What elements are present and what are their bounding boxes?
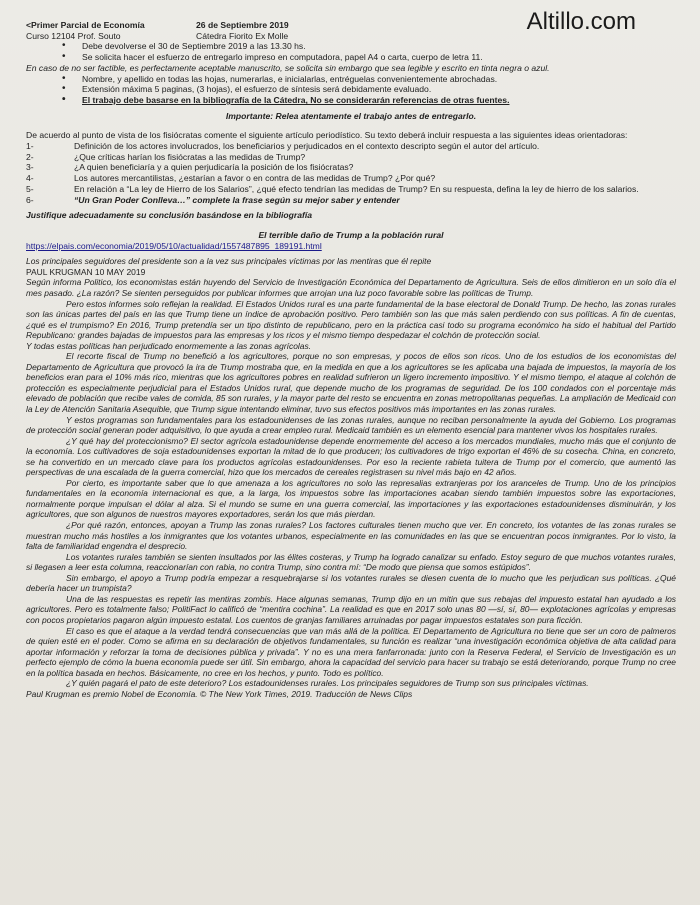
article-paragraph: Por cierto, es importante saber que lo que amenaza a los agricultores no solo las represalias extranjeras por los aranceles de Trump. Uno de los principios fundamentales en la economía internacional es que, a la larga, los impuestos sobre las importaciones acaban siendo también impuestos sobre las exportaciones, normalmente porque impulsan el dólar al alza. Si el mundo se sume en una guerra comercial, las importaciones y las exportaciones estadounidenses disminuirán, y los agricultores, que son algunos de nuestros mayores exportadores, serán los que más pierdan. xyxy=(26,477,676,520)
question-number: 5- xyxy=(26,183,34,194)
question-number: 4- xyxy=(26,173,34,184)
article-title: El terrible daño de Trump a la población rural xyxy=(258,229,444,240)
instructions-list xyxy=(26,41,676,105)
question-text: Los autores mercantilistas, ¿estarían a favor o en contra de las medidas de Trump? ¿Por qué? xyxy=(74,173,436,184)
watermark: Altillo.com xyxy=(526,8,636,35)
question-number: 2- xyxy=(26,151,34,162)
instruction-item: • Extensión máxima 5 paginas, (3 hojas), el esfuerzo de síntesis será debidamente evaluado. xyxy=(26,84,676,95)
course-info: Curso 12104 Prof. Souto xyxy=(26,30,121,41)
instruction-item: • Nombre, y apellido en todas las hojas, numerarlas, e inicialarlas, entréguelas convenientemente abrochadas. xyxy=(26,74,676,85)
article-paragraph: ¿Por qué razón, entonces, apoyan a Trump las zonas rurales? Los factores culturales tienen mucho que ver. En concreto, los votantes de las zonas rurales se muestran mucho más hostiles a los inmigrantes que los votantes urbanos, especialmente en las comunidades en las que se encuentran pocos inmigrantes. Por lo visto, la falta de familiaridad engendra el desprecio. xyxy=(26,520,676,552)
instruction-item: • El trabajo debe basarse en la bibliografía de la Cátedra, No se considerarán referencias de otras fuentes. xyxy=(26,95,676,106)
article-paragraph: Pero estos informes solo reflejan la realidad. El Estados Unidos rural es una parte fundamental de la base electoral de Donald Trump. De hecho, las zonas rurales son las únicas partes del país en las que Trump tiene un índice de aprobación positivo. Pero también son las que más salen perdiendo con sus políticas. A fin de cuentas, ¿qué es el trumpismo? En 2016, Trump pretendía ser un tipo distinto de republicano, pero en la práctica casi todo su programa económico ha sido el habitual del Partido Republicano: grandes bajadas de impuestos para las empresas y los ricos y el mismo tiempo despedazar el colchón de protección social. xyxy=(26,298,676,341)
question-item xyxy=(26,195,676,206)
exam-date: 26 de Septiembre 2019 xyxy=(196,20,289,30)
question-text: ¿A quien beneficiaría y a quien perjudicaría la posición de los fisiócratas? xyxy=(74,162,354,173)
question-text: En relación a “La ley de Hierro de los Salarios”, ¿qué efecto tendrían las medidas de Trump? En su respuesta, defina la ley de hierro de los salarios. xyxy=(74,183,639,194)
article-paragraph: Y todas estas políticas han perjudicado enormemente a las zonas agrícolas. xyxy=(26,340,312,351)
article-paragraph: Los votantes rurales también se sienten insultados por las élites costeras, y Trump ha logrado canalizar su enfado. Estoy seguro de que muchos votantes rurales, si llegasen a leer esta columna, reaccionarían con rabia, no contra Trump, sino contra mí: “De modo que piensa que somos estúpidos”. xyxy=(26,551,676,573)
article-byline: PAUL KRUGMAN 10 MAY 2019 xyxy=(26,266,146,277)
article-paragraph: El recorte fiscal de Trump no benefició a los agricultores, porque no son empresas, y pocos de ellos son ricos. Uno de los estudios de los economistas del Departamento de Agricultura que provocó la ira de Trump mostraba que, en la medida en que a los agricultores se les aplicaba una bajada de impuestos, la mayoría de los beneficios eran para el 10% más rico, mientras que los agricultores pobres en realidad sufrieron un ligero incremento impositivo. Y el mismo tiempo, el ataque al colchón de protección es especialmente perjudicial para el Estados Unidos rural, que depende mucho de los programas de seguridad. De los 100 condados con el porcentaje más elevado de población que recibe vales de comida, 85 son rurales, y la mayor parte del resto se encuentra en zonas metropolitanas pequeñas. La ampliación de Medicaid con la Ley de Atención Sanitaria Asequible, que Trump sigue intentando eliminar, tuvo sus efectos positivos más importantes en las zonas rurales. xyxy=(26,351,676,415)
article-paragraph: ¿Y qué hay del proteccionismo? El sector agrícola estadounidense depende enormemente del acceso a los mercados mundiales, mucho más que el conjunto de la economía. Los cultivadores de soja estadounidenses exportan la mitad de lo que producen; los cultivadores de trigo exportan el 46% de su cosecha. China, en concreto, se ha convertido en un mercado clave para los productos agrícolas estadounidenses. Por eso la reciente rabieta tuitera de Trump por el comercio, que aumentó las perspectivas de una escalada de la guerra comercial, hizo que los mercados de cereales registrasen su nivel más bajo en 42 años. xyxy=(26,435,676,478)
instruction-item: • Debe devolverse el 30 de Septiembre 2019 a las 13.30 hs. xyxy=(26,41,676,52)
question-item xyxy=(26,173,676,184)
question-item xyxy=(26,152,676,163)
question-number: 6- xyxy=(26,194,34,205)
exam-title: <Primer Parcial de Economía xyxy=(26,20,145,30)
instruction-note: En caso de no ser factible, es perfectamente aceptable manuscrito, se solicita sin embargo que sea legible y escrito en tinta negra o azul. xyxy=(26,62,550,73)
justify-note: Justifique adecuadamente su conclusión basándose en la bibliografía xyxy=(26,210,313,221)
article-footer: Paul Krugman es premio Nobel de Economía. © The New York Times, 2019. Traducción de News Clips xyxy=(26,688,413,699)
article-paragraph: Sin embargo, el apoyo a Trump podría empezar a resquebrajarse si los votantes rurales se diesen cuenta de lo mucho que les perjudican sus políticas. ¿Qué debería hacer un trumpista? xyxy=(26,572,676,594)
article-body xyxy=(26,256,676,699)
question-item xyxy=(26,184,676,195)
article-paragraph: Una de las respuestas es repetir las mentiras zombis. Hace algunas semanas, Trump dijo en un mitin que sus rebajas del impuesto estatal han ayudado a los agricultores. Pero es totalmente falso; PolitiFact lo calificó de “mentira cochina”. La realidad es que en 2017 solo unas 80 —sí, sí, 80— explotaciones agrícolas y empresas con pocos propietarios pagaron algún impuesto estatal. Los cuentos de granjas familiares arruinadas por pagar impuestos estatales son pura ficción. xyxy=(26,593,676,625)
question-text: “Un Gran Poder Conlleva…” complete la frase según su mejor saber y entender xyxy=(74,194,400,205)
question-text: ¿Que críticas harían los fisiócratas a las medidas de Trump? xyxy=(74,151,306,162)
question-item xyxy=(26,162,676,173)
important-note: Importante: Relea atentamente el trabajo antes de entregarlo. xyxy=(225,110,477,121)
article-link[interactable]: https://elpais.com/economia/2019/05/10/actualidad/1557487895_189191.html xyxy=(26,240,322,251)
chair-info: Cátedra Fiorito Ex Molle xyxy=(196,30,289,41)
question-number: 1- xyxy=(26,141,34,152)
article-paragraph: ¿Y quién pagará el pato de este deterioro? Los estadounidenses rurales. Los principales seguidores de Trump son sus principales víctimas. xyxy=(66,678,589,689)
questions-list xyxy=(26,141,676,205)
question-text: Definición de los actores involucrados, los beneficiarios y perjudicados en el contexto descripto según el autor del artículo. xyxy=(74,141,540,152)
article-paragraph: El caso es que el ataque a la verdad tendrá consecuencias que van más allá de la política. El Departamento de Agricultura no tiene que ser un coro de palmeros de quien esté en el poder. Como se afirma en su declaración de objetivos fundamentales, su función es realizar “una investigación económica objetiva de alta calidad para aportar información y reforzar la toma de decisiones pública y privada”. Y no es una mera fanfarronada: junto con la Reserva Federal, el Servicio de Investigación es un perfecto ejemplo de cómo la buena economía puede ser útil. Sin embargo, ahora la capacidad del servicio para hacer su trabajo se está deteriorando, porque Trump no cree en la política basada en hechos. Básicamente, no cree en los hechos, y punto. Todo es político. xyxy=(26,625,676,678)
article-subtitle: Los principales seguidores del presidente son a la vez sus principales víctimas por las mentiras que él repite xyxy=(26,256,432,267)
intro-text: De acuerdo al punto de vista de los fisiócratas comente el siguiente artículo periodístico. Su texto deberá incluir respuesta a las siguientes ideas orientadoras: xyxy=(26,130,628,141)
article-paragraph: Y estos programas son fundamentales para los estadounidenses de las zonas rurales, aunque no reciban personalmente la ayuda del Gobierno. Los programas de protección social generan poder adquisitivo, lo que ayuda a crear empleo rural. Medicaid también es un elemento esencial para mantener vivos los hospitales rurales. xyxy=(26,414,676,436)
instruction-item: • Se solicita hacer el esfuerzo de entregarlo impreso en computadora, papel A4 o carta, cuerpo de letra 11. xyxy=(26,52,676,63)
question-item xyxy=(26,141,676,152)
article-paragraph: Según informa Politico, los economistas están huyendo del Servicio de Investigación Económica del Departamento de Agricultura. Seis de ellos dimitieron en un solo día el mes pasado. ¿La razón? Se sienten perseguidos por publicar informes que arrojan una luz poco favorable sobre las políticas de Trump. xyxy=(26,277,676,298)
question-number: 3- xyxy=(26,162,34,173)
